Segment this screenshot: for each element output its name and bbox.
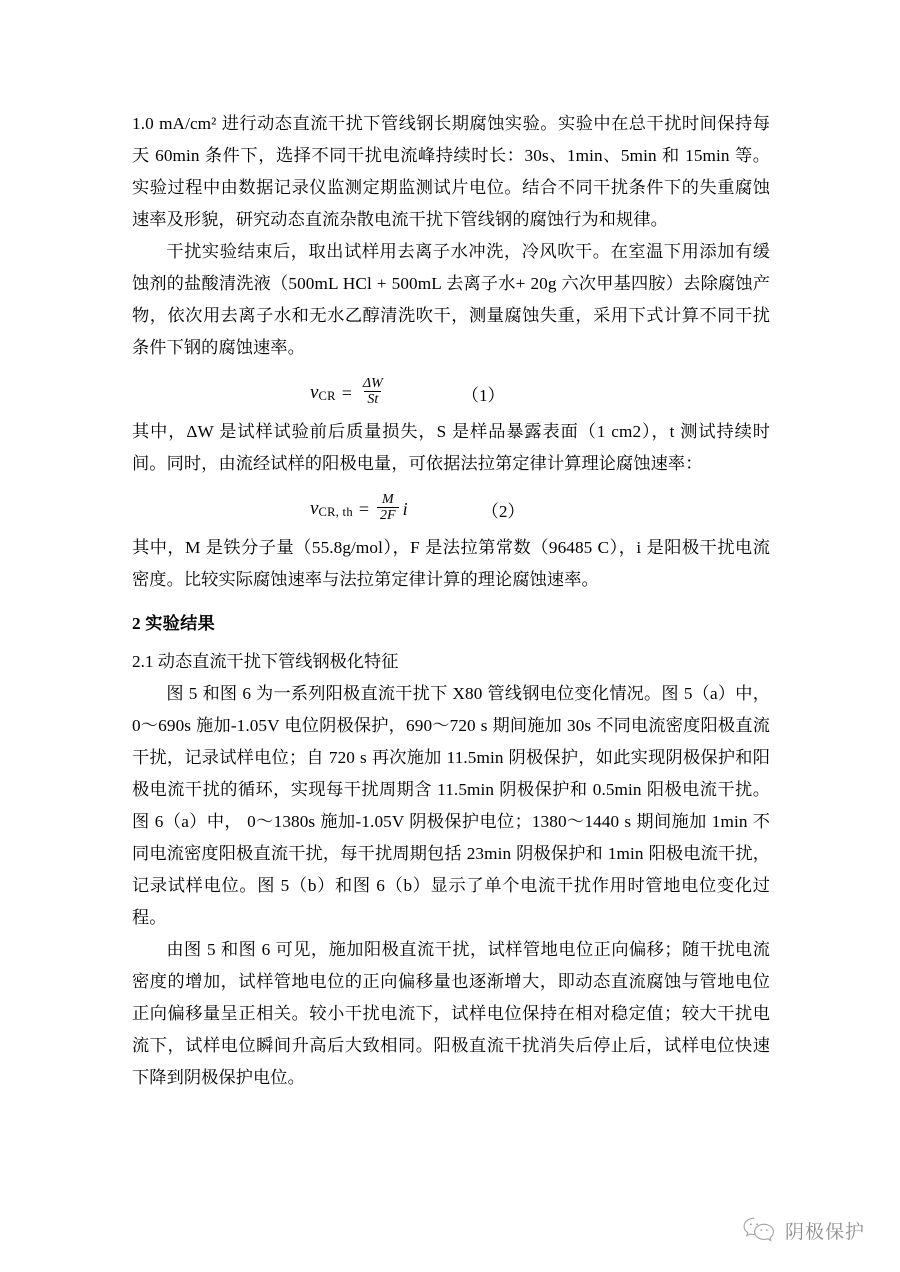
- spacer: [132, 596, 770, 608]
- footer-watermark: [742, 1216, 865, 1244]
- equation-2-variable: v: [310, 498, 319, 519]
- equation-2-numerator: M: [381, 491, 394, 507]
- section-heading: 2 实验结果: [132, 614, 215, 633]
- equation-1-variable: v: [310, 382, 319, 403]
- paragraph-3: 其中，ΔW 是试样试验前后质量损失，S 是样品暴露表面（1 cm2），t 测试持续时间。同时，由流经试样的阳极电量，可依据法拉第定律计算理论腐蚀速率：: [132, 422, 770, 473]
- paragraph-5: 图 5 和图 6 为一系列阳极直流干扰下 X80 管线钢电位变化情况。图 5（a）中， 0～690s 施加-1.05V 电位阴极保护，690～720 s 期间施加 30s 不同电流密度阳极直流干扰，记录试样电位；自 720 s 再次施加 11.5min 阴极保护，如此实现阴极保护和阳极电流干扰的循环，实现每干扰周期含 11.5min 阴极保护和 0.5min 阳极电流干扰。图 6（a）中， 0～1380s 施加-1.05V 阴极保护电位；1380～1440 s 期间施加 1min 不同电流密度阳极直流干扰，每干扰周期包括 23min 阴极保护和 1min 阳极电流干扰，记录试样电位。图 5（b）和图 6（b）显示了单个电流干扰作用时管地电位变化过程。: [132, 684, 770, 927]
- equation-1-content: [310, 370, 505, 416]
- document-body: [132, 108, 770, 1094]
- equation-2: [132, 486, 770, 532]
- equation-2-content: [310, 486, 525, 532]
- equation-1-denominator: St: [364, 391, 381, 408]
- subsection-heading: 2.1 动态直流干扰下管线钢极化特征: [132, 652, 399, 671]
- equation-1: [132, 370, 770, 416]
- equation-2-denominator: 2F: [377, 507, 399, 524]
- paragraph-1: 1.0 mA/cm² 进行动态直流干扰下管线钢长期腐蚀实验。实验中在总干扰时间保持每天 60min 条件下，选择不同干扰电流峰持续时长：30s、1min、5min 和 15min 等。实验过程中由数据记录仪监测定期监测试片电位。结合不同干扰条件下的失重腐蚀速率及形貌，研究动态直流杂散电流干扰下管线钢的腐蚀行为和规律。: [132, 114, 770, 229]
- equation-1-number: （1）: [461, 385, 505, 405]
- equation-2-number: （2）: [481, 501, 525, 521]
- equation-2-subscript: CR, th: [318, 504, 353, 519]
- equation-1-fraction: [360, 376, 386, 409]
- paragraph-2: 干扰实验结束后，取出试样用去离子水冲洗，冷风吹干。在室温下用添加有缓蚀剂的盐酸清洗液（500mL HCl + 500mL 去离子水+ 20g 六次甲基四胺）去除腐蚀产物，依次用去离子水和无水乙醇清洗吹干，测量腐蚀失重，采用下式计算不同干扰条件下钢的腐蚀速率。: [132, 242, 770, 357]
- equation-1-numerator: ΔW: [362, 375, 383, 391]
- wechat-icon: [742, 1216, 776, 1244]
- equation-2-fraction: [377, 492, 399, 525]
- equation-1-subscript: CR: [318, 388, 336, 403]
- paragraph-6: 由图 5 和图 6 可见，施加阳极直流干扰，试样管地电位正向偏移；随干扰电流密度的增加，试样管地电位的正向偏移量也逐渐增大，即动态直流腐蚀与管地电位正向偏移量呈正相关。较小干扰电流下，试样电位保持在相对稳定值；较大干扰电流下，试样电位瞬间升高后大致相同。阳极直流干扰消失后停止后，试样电位快速下降到阴极保护电位。: [132, 940, 770, 1087]
- equation-2-tail: i: [402, 498, 408, 519]
- equation-2-equals: =: [358, 498, 370, 519]
- equation-1-equals: =: [341, 382, 352, 403]
- footer-label: 阴极保护: [785, 1221, 866, 1243]
- paragraph-4: 其中，M 是铁分子量（55.8g/mol），F 是法拉第常数（96485 C），i 是阳极干扰电流密度。比较实际腐蚀速率与法拉第定律计算的理论腐蚀速率。: [132, 538, 770, 589]
